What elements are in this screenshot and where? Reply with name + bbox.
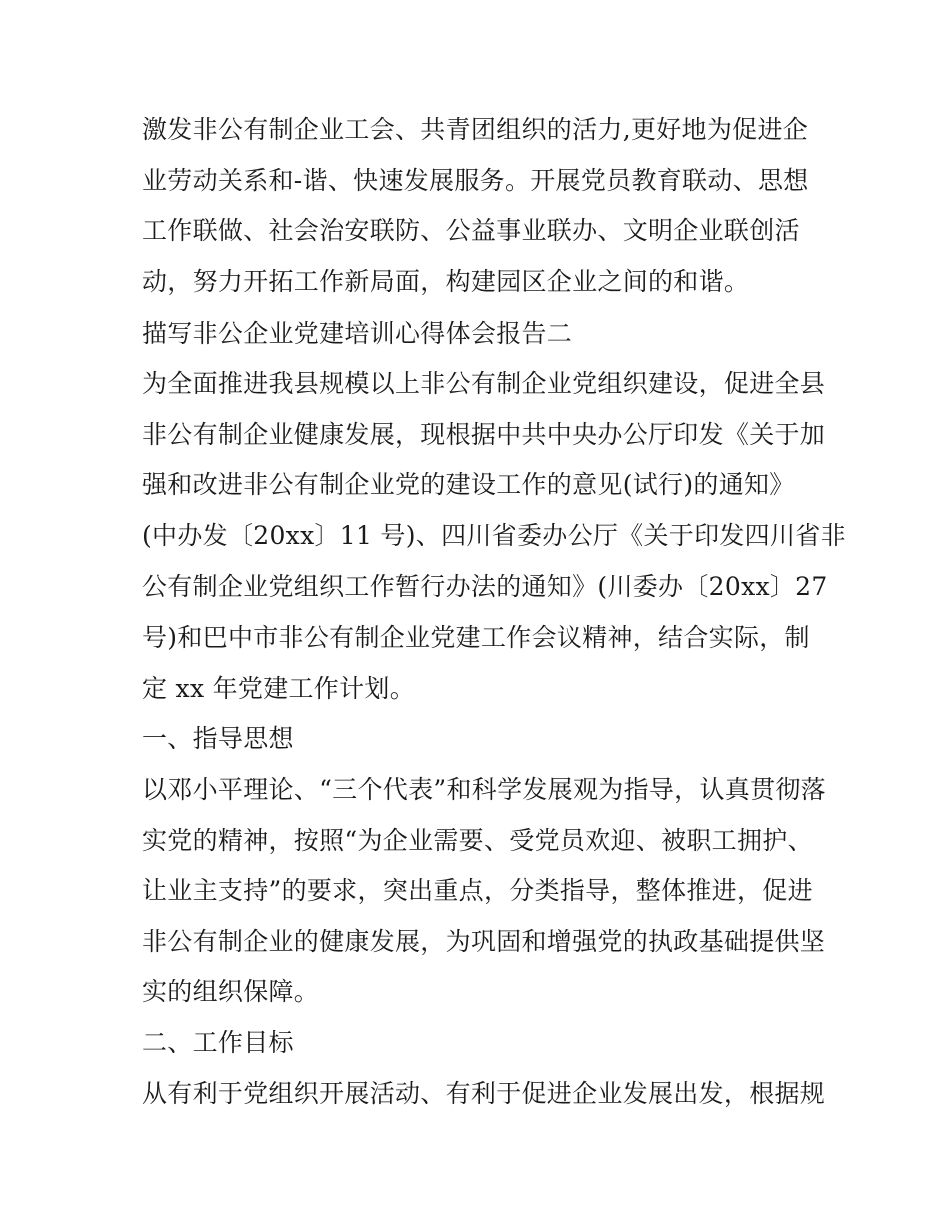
section-heading: 描写非公企业党建培训心得体会报告二 <box>142 319 573 348</box>
section-heading: 一、指导思想 <box>142 724 294 753</box>
text-line: 动，努力开拓工作新局面，构建园区企业之间的和谐。 <box>142 267 750 296</box>
text-line: 业劳动关系和-谐、快速发展服务。开展党员教育联动、思想 <box>142 166 809 195</box>
text-line: 实的组织保障。 <box>142 977 320 1006</box>
text-line: 让业主支持”的要求，突出重点，分类指导，整体推进，促进 <box>142 876 813 905</box>
text-line: 为全面推进我县规模以上非公有制企业党组织建设，促进全县 <box>142 369 826 398</box>
text-line: 非公有制企业的健康发展，为巩固和增强党的执政基础提供坚 <box>142 927 826 956</box>
text-line: 工作联做、社会治安联防、公益事业联办、文明企业联创活 <box>142 216 800 245</box>
text-line: 非公有制企业健康发展，现根据中共中央办公厅印发《关于加 <box>142 420 826 449</box>
text-line: 实党的精神，按照“为企业需要、受党员欢迎、被职工拥护、 <box>142 826 813 855</box>
text-line: 激发非公有制企业工会、共青团组织的活力,更好地为促进企 <box>142 115 809 144</box>
text-line: 公有制企业党组织工作暂行办法的通知》(川委办〔20xx〕27 <box>142 572 828 601</box>
text-line: 从有利于党组织开展活动、有利于促进企业发展出发，根据规 <box>142 1079 826 1108</box>
text-line: (中办发〔20xx〕11 号)、四川省委办公厅《关于印发四川省非 <box>142 521 846 550</box>
text-line: 强和改进非公有制企业党的建设工作的意见(试行)的通知》 <box>142 470 795 499</box>
text-line: 定 xx 年党建工作计划。 <box>142 674 415 703</box>
text-line: 以邓小平理论、“三个代表”和科学发展观为指导，认真贯彻落 <box>142 775 826 804</box>
text-line: 号)和巴中市非公有制企业党建工作会议精神，结合实际，制 <box>142 623 810 652</box>
section-heading: 二、工作目标 <box>142 1028 294 1057</box>
